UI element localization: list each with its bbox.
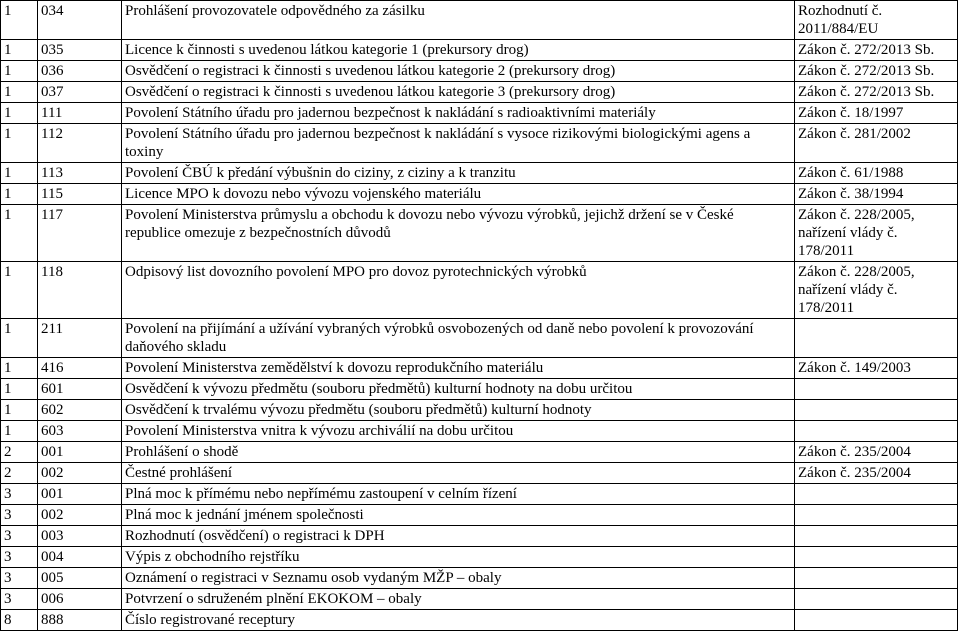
group-cell: 8 (1, 610, 38, 631)
legal-basis-cell: Rozhodnutí č. 2011/884/EU (795, 1, 958, 40)
legal-basis-cell: Zákon č. 272/2013 Sb. (795, 40, 958, 61)
table-row (1, 379, 958, 400)
legal-basis-cell (795, 319, 958, 358)
document-name-cell: Čestné prohlášení (122, 463, 795, 484)
table-row (1, 40, 958, 61)
table-row (1, 505, 958, 526)
group-cell: 1 (1, 61, 38, 82)
document-name-cell: Prohlášení o shodě (122, 442, 795, 463)
table-row (1, 103, 958, 124)
document-name-cell: Licence k činnosti s uvedenou látkou kategorie 1 (prekursory drog) (122, 40, 795, 61)
code-cell: 006 (38, 589, 122, 610)
code-cell: 113 (38, 163, 122, 184)
code-cell: 117 (38, 205, 122, 262)
code-cell: 034 (38, 1, 122, 40)
code-cell: 002 (38, 505, 122, 526)
code-cell: 036 (38, 61, 122, 82)
document-name-cell: Osvědčení k trvalému vývozu předmětu (souboru předmětů) kulturní hodnoty (122, 400, 795, 421)
code-cell: 001 (38, 484, 122, 505)
legal-basis-cell: Zákon č. 235/2004 (795, 463, 958, 484)
code-cell: 037 (38, 82, 122, 103)
legal-basis-cell: Zákon č. 272/2013 Sb. (795, 82, 958, 103)
group-cell: 1 (1, 421, 38, 442)
code-cell: 002 (38, 463, 122, 484)
legal-basis-cell (795, 484, 958, 505)
group-cell: 3 (1, 547, 38, 568)
legal-basis-cell (795, 421, 958, 442)
group-cell: 2 (1, 463, 38, 484)
document-name-cell: Osvědčení o registraci k činnosti s uvedenou látkou kategorie 2 (prekursory drog) (122, 61, 795, 82)
table-row (1, 421, 958, 442)
table-row (1, 61, 958, 82)
legal-basis-cell: Zákon č. 281/2002 (795, 124, 958, 163)
group-cell: 3 (1, 484, 38, 505)
group-cell: 1 (1, 163, 38, 184)
table-row (1, 358, 958, 379)
document-name-cell: Povolení Ministerstva vnitra k vývozu archiválií na dobu určitou (122, 421, 795, 442)
legal-basis-cell (795, 547, 958, 568)
legal-basis-cell (795, 589, 958, 610)
legal-basis-cell (795, 400, 958, 421)
legal-basis-cell: Zákon č. 18/1997 (795, 103, 958, 124)
table-row (1, 463, 958, 484)
code-cell: 111 (38, 103, 122, 124)
document-name-cell: Osvědčení o registraci k činnosti s uvedenou látkou kategorie 3 (prekursory drog) (122, 82, 795, 103)
group-cell: 3 (1, 589, 38, 610)
group-cell: 2 (1, 442, 38, 463)
document-name-cell: Povolení Ministerstva průmyslu a obchodu k dovozu nebo vývozu výrobků, jejichž držení se v České republice omezuje z bezpečnostních důvodů (122, 205, 795, 262)
code-cell: 603 (38, 421, 122, 442)
group-cell: 3 (1, 505, 38, 526)
table-row (1, 484, 958, 505)
code-cell: 211 (38, 319, 122, 358)
legal-basis-cell: Zákon č. 272/2013 Sb. (795, 61, 958, 82)
table-row (1, 400, 958, 421)
legal-basis-cell: Zákon č. 228/2005, nařízení vlády č. 178/2011 (795, 205, 958, 262)
code-cell: 888 (38, 610, 122, 631)
table-row (1, 184, 958, 205)
table-row (1, 610, 958, 631)
document-name-cell: Povolení Státního úřadu pro jadernou bezpečnost k nakládání s radioaktivními materiály (122, 103, 795, 124)
code-cell: 115 (38, 184, 122, 205)
table-row (1, 442, 958, 463)
document-name-cell: Odpisový list dovozního povolení MPO pro dovoz pyrotechnických výrobků (122, 262, 795, 319)
group-cell: 1 (1, 358, 38, 379)
document-name-cell: Povolení Ministerstva zemědělství k dovozu reprodukčního materiálu (122, 358, 795, 379)
legal-basis-cell (795, 379, 958, 400)
code-cell: 005 (38, 568, 122, 589)
legal-basis-cell (795, 610, 958, 631)
document-name-cell: Povolení Státního úřadu pro jadernou bezpečnost k nakládání s vysoce rizikovými biologickými agens a toxiny (122, 124, 795, 163)
table-row (1, 163, 958, 184)
code-cell: 602 (38, 400, 122, 421)
document-name-cell: Plná moc k jednání jménem společnosti (122, 505, 795, 526)
table-row (1, 205, 958, 262)
group-cell: 1 (1, 103, 38, 124)
code-cell: 003 (38, 526, 122, 547)
group-cell: 3 (1, 568, 38, 589)
legal-basis-cell: Zákon č. 149/2003 (795, 358, 958, 379)
group-cell: 1 (1, 124, 38, 163)
document-name-cell: Povolení ČBÚ k předání výbušnin do ciziny, z ciziny a k tranzitu (122, 163, 795, 184)
legal-basis-cell: Zákon č. 61/1988 (795, 163, 958, 184)
document-name-cell: Rozhodnutí (osvědčení) o registraci k DPH (122, 526, 795, 547)
table-row (1, 589, 958, 610)
table-row (1, 82, 958, 103)
table-row (1, 568, 958, 589)
code-cell: 004 (38, 547, 122, 568)
group-cell: 1 (1, 379, 38, 400)
legal-basis-cell (795, 526, 958, 547)
legal-basis-cell (795, 568, 958, 589)
document-name-cell: Licence MPO k dovozu nebo vývozu vojenského materiálu (122, 184, 795, 205)
legal-basis-cell: Zákon č. 235/2004 (795, 442, 958, 463)
group-cell: 1 (1, 184, 38, 205)
table-body (1, 1, 958, 631)
table-row (1, 526, 958, 547)
group-cell: 1 (1, 205, 38, 262)
document-name-cell: Osvědčení k vývozu předmětu (souboru předmětů) kulturní hodnoty na dobu určitou (122, 379, 795, 400)
code-cell: 001 (38, 442, 122, 463)
table-row (1, 124, 958, 163)
group-cell: 1 (1, 82, 38, 103)
document-name-cell: Oznámení o registraci v Seznamu osob vydaným MŽP – obaly (122, 568, 795, 589)
group-cell: 1 (1, 262, 38, 319)
code-cell: 118 (38, 262, 122, 319)
table-row (1, 262, 958, 319)
code-cell: 601 (38, 379, 122, 400)
table-row (1, 547, 958, 568)
table-row (1, 1, 958, 40)
table-row (1, 319, 958, 358)
document-name-cell: Číslo registrované receptury (122, 610, 795, 631)
code-cell: 416 (38, 358, 122, 379)
group-cell: 1 (1, 400, 38, 421)
document-name-cell: Prohlášení provozovatele odpovědného za zásilku (122, 1, 795, 40)
document-name-cell: Plná moc k přímému nebo nepřímému zastoupení v celním řízení (122, 484, 795, 505)
code-cell: 035 (38, 40, 122, 61)
group-cell: 1 (1, 319, 38, 358)
document-name-cell: Výpis z obchodního rejstříku (122, 547, 795, 568)
legal-basis-cell: Zákon č. 228/2005, nařízení vlády č. 178/2011 (795, 262, 958, 319)
group-cell: 1 (1, 1, 38, 40)
document-name-cell: Povolení na přijímání a užívání vybraných výrobků osvobozených od daně nebo povolení k provozování daňového skladu (122, 319, 795, 358)
legal-basis-cell: Zákon č. 38/1994 (795, 184, 958, 205)
code-cell: 112 (38, 124, 122, 163)
legal-basis-cell (795, 505, 958, 526)
group-cell: 1 (1, 40, 38, 61)
document-name-cell: Potvrzení o sdruženém plnění EKOKOM – obaly (122, 589, 795, 610)
group-cell: 3 (1, 526, 38, 547)
